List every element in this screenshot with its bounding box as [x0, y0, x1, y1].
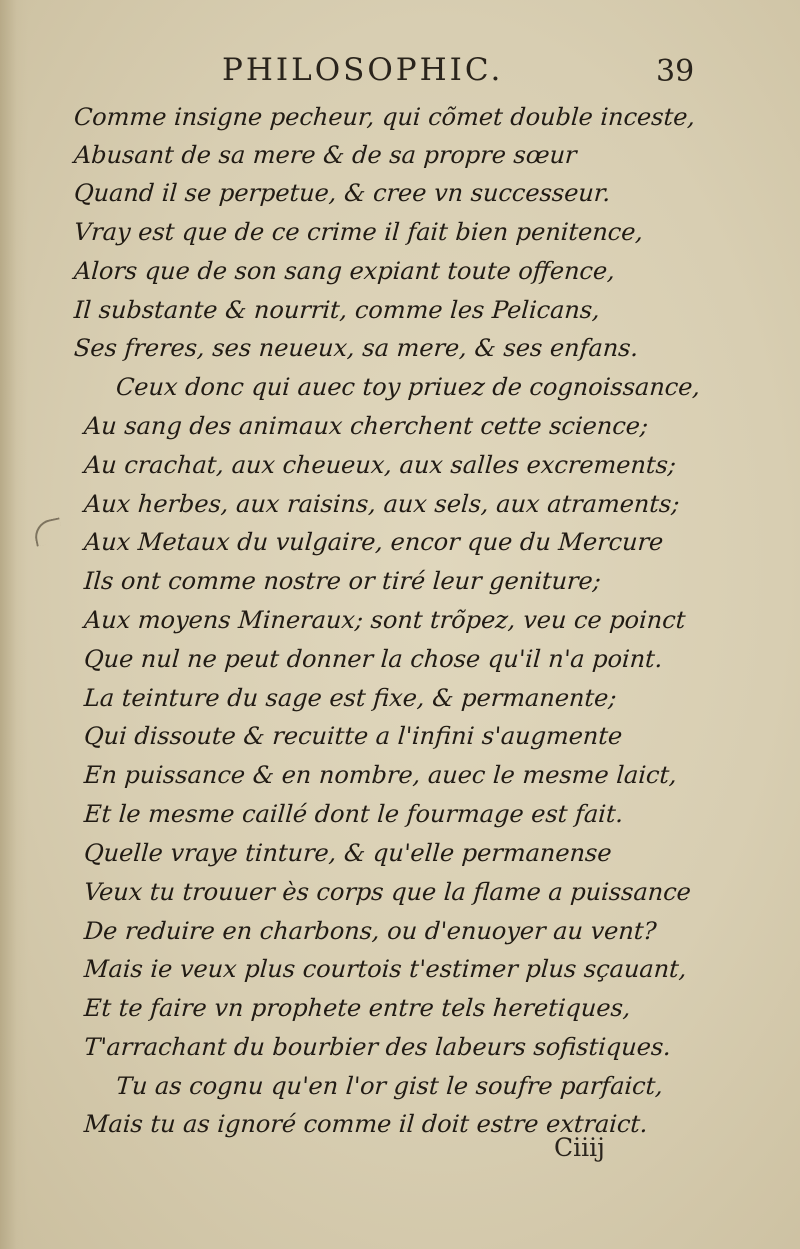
verse-line: Aux moyens Mineraux; sont trõpez, veu ce poinct: [83, 606, 687, 634]
verse-line: Veux tu trouuer ès corps que la flame a puissance: [83, 878, 692, 906]
verse-line: Quand il se perpetue, & cree vn successeur.: [73, 179, 612, 207]
verse-line: Comme insigne pecheur, qui cõmet double inceste,: [73, 103, 697, 131]
verse-line: Aux Metaux du vulgaire, encor que du Mercure: [83, 528, 665, 556]
verse-line: Alors que de son sang expiant toute offence,: [73, 257, 616, 285]
verse-line: T'arrachant du bourbier des labeurs sofistiques.: [83, 1033, 672, 1061]
gutter-shadow: [0, 0, 28, 1249]
margin-mark: [32, 517, 64, 546]
verse-line: Et le mesme caillé dont le fourmage est fait.: [83, 800, 625, 828]
verse-line: Ses freres, ses neueux, sa mere, & ses enfans.: [73, 334, 640, 362]
verse-line: Il substante & nourrit, comme les Pelicans,: [73, 296, 601, 324]
verse-line: Et te faire vn prophete entre tels heretiques,: [83, 994, 632, 1022]
verse-line: Ils ont comme nostre or tiré leur geniture;: [83, 567, 602, 595]
page-number: 39: [656, 54, 695, 89]
verse-line: De reduire en charbons, ou d'enuoyer au vent?: [83, 917, 658, 945]
verse-line: Tu as cognu qu'en l'or gist le soufre parfaict,: [115, 1072, 664, 1100]
verse-line: Que nul ne peut donner la chose qu'il n'a point.: [83, 645, 664, 673]
verse-line: Au crachat, aux cheueux, aux salles excrements;: [83, 451, 678, 479]
verse-line: Mais tu as ignoré comme il doit estre extraict.: [83, 1110, 649, 1138]
signature-mark: Ciiij: [554, 1133, 605, 1162]
running-head: PHILOSOPHIC.: [222, 52, 504, 88]
verse-line: Abusant de sa mere & de sa propre sœur: [73, 141, 578, 169]
verse-line: La teinture du sage est fixe, & permanente;: [83, 684, 618, 712]
verse-line: Mais ie veux plus courtois t'estimer plus sçauant,: [83, 955, 688, 983]
verse-line: Aux herbes, aux raisins, aux sels, aux atraments;: [83, 490, 681, 518]
verse-line: En puissance & en nombre, auec le mesme laict,: [83, 761, 678, 789]
verse-line: Au sang des animaux cherchent cette science;: [83, 412, 650, 440]
verse-line: Vray est que de ce crime il fait bien penitence,: [73, 218, 645, 246]
verse-line: Ceux donc qui auec toy priuez de cognoissance,: [115, 373, 702, 401]
verse-line: Quelle vraye tinture, & qu'elle permanense: [83, 839, 613, 867]
verse-line: Qui dissoute & recuitte a l'infini s'augmente: [83, 722, 624, 750]
